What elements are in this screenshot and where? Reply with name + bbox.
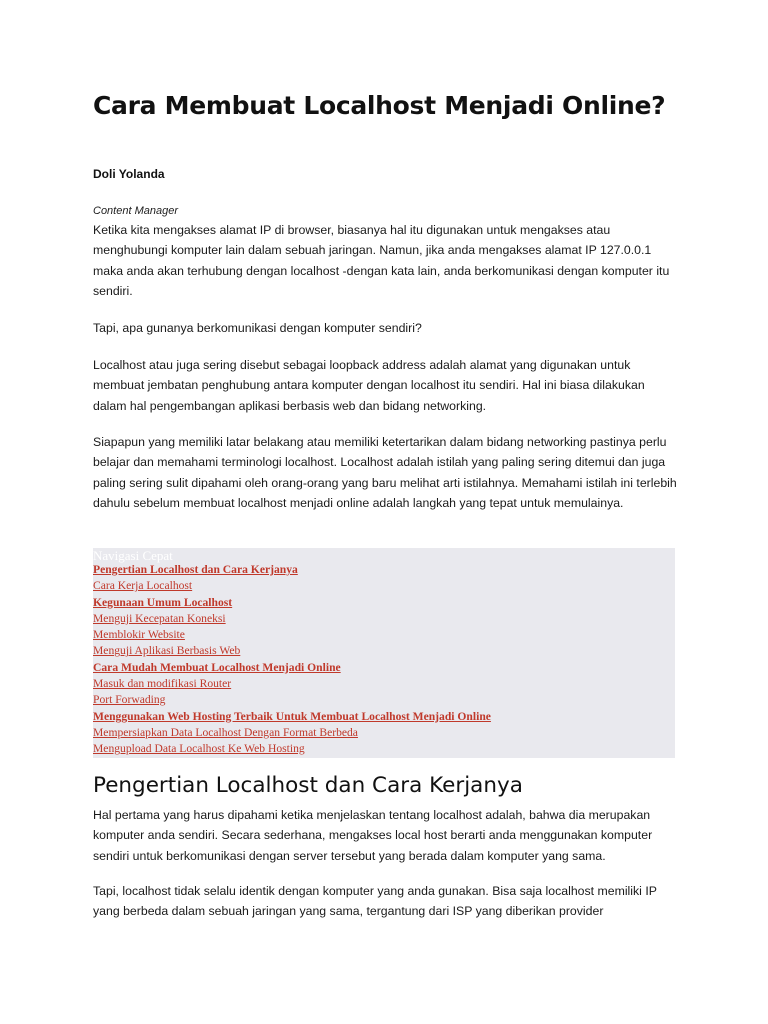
author-name: Doli Yolanda (93, 167, 165, 181)
toc-link-port-forwarding[interactable]: Port Forwading (93, 693, 166, 707)
page-title: Cara Membuat Localhost Menjadi Online? (93, 91, 666, 120)
toc-link-mengupload-data-localhost[interactable]: Mengupload Data Localhost Ke Web Hosting (93, 742, 305, 756)
toc-link-memblokir-website[interactable]: Memblokir Website (93, 628, 185, 642)
toc-item (93, 578, 491, 594)
quick-navigation-list (93, 562, 491, 758)
toc-item (93, 676, 491, 692)
toc-link-mempersiapkan-data-localhost[interactable]: Mempersiapkan Data Localhost Dengan Format Berbeda (93, 725, 358, 739)
quick-navigation-title: Navigasi Cepat (93, 548, 173, 563)
author-role: Content Manager (93, 205, 178, 217)
section-paragraph-2: Tapi, localhost tidak selalu identik dengan komputer yang anda gunakan. Bisa saja localhost memiliki IP yang berbeda dalam sebuah jaringan yang sama, tergantung dari ISP yang diberikan provider (93, 884, 657, 919)
toc-item (93, 692, 491, 708)
toc-item (93, 627, 491, 643)
toc-link-menggunakan-web-hosting[interactable]: Menggunakan Web Hosting Terbaik Untuk Membuat Localhost Menjadi Online (93, 709, 491, 723)
toc-item (93, 562, 491, 578)
toc-item (93, 595, 491, 611)
toc-item (93, 660, 491, 676)
intro-paragraph-4: Siapapun yang memiliki latar belakang atau memiliki ketertarikan dalam bidang networking pastinya perlu belajar dan memahami terminologi localhost. Localhost adalah istilah yang paling sering ditemui dan juga paling sering sulit dipahami oleh orang-orang yang baru melihat arti istilahnya. Memahami istilah ini terlebih dahulu sebelum membuat localhost menjadi online adalah langkah yang tepat untuk memulainya. (93, 435, 677, 511)
toc-item (93, 725, 491, 741)
toc-item (93, 611, 491, 627)
toc-item (93, 643, 491, 659)
intro-paragraph-3: Localhost atau juga sering disebut sebagai loopback address adalah alamat yang digunakan untuk membuat jembatan penghubung antara komputer dengan localhost itu sendiri. Hal ini biasa dilakukan dalam hal pengembangan aplikasi berbasis web dan bidang networking. (93, 358, 645, 413)
toc-link-cara-kerja-localhost[interactable]: Cara Kerja Localhost (93, 579, 193, 593)
section-paragraph-1: Hal pertama yang harus dipahami ketika menjelaskan tentang localhost adalah, bahwa dia merupakan komputer anda sendiri. Secara sederhana, mengakses local host berarti anda menggunakan komputer sendiri untuk berkomunikasi dengan server tersebut yang berada dalam komputer yang sama. (93, 808, 653, 863)
quick-navigation (93, 548, 675, 758)
toc-link-menguji-kecepatan-koneksi[interactable]: Menguji Kecepatan Koneksi (93, 611, 226, 625)
toc-link-masuk-modifikasi-router[interactable]: Masuk dan modifikasi Router (93, 677, 232, 691)
toc-link-kegunaan-umum-localhost[interactable]: Kegunaan Umum Localhost (93, 595, 233, 609)
toc-item (93, 709, 491, 725)
toc-link-pengertian-localhost[interactable]: Pengertian Localhost dan Cara Kerjanya (93, 563, 298, 576)
toc-item (93, 741, 491, 757)
intro-paragraph-2: Tapi, apa gunanya berkomunikasi dengan komputer sendiri? (93, 321, 422, 335)
intro-paragraph-1: Ketika kita mengakses alamat IP di browser, biasanya hal itu digunakan untuk mengakses atau menghubungi komputer lain dalam sebuah jaringan. Namun, jika anda mengakses alamat IP 127.0.0.1 maka anda akan terhubung dengan localhost -dengan kata lain, anda berkomunikasi dengan komputer itu sendiri. (93, 223, 670, 299)
toc-link-menguji-aplikasi-berbasis-web[interactable]: Menguji Aplikasi Berbasis Web (93, 644, 241, 658)
section-heading: Pengertian Localhost dan Cara Kerjanya (93, 773, 523, 798)
toc-link-cara-mudah-membuat-localhost-online[interactable]: Cara Mudah Membuat Localhost Menjadi Online (93, 660, 341, 674)
